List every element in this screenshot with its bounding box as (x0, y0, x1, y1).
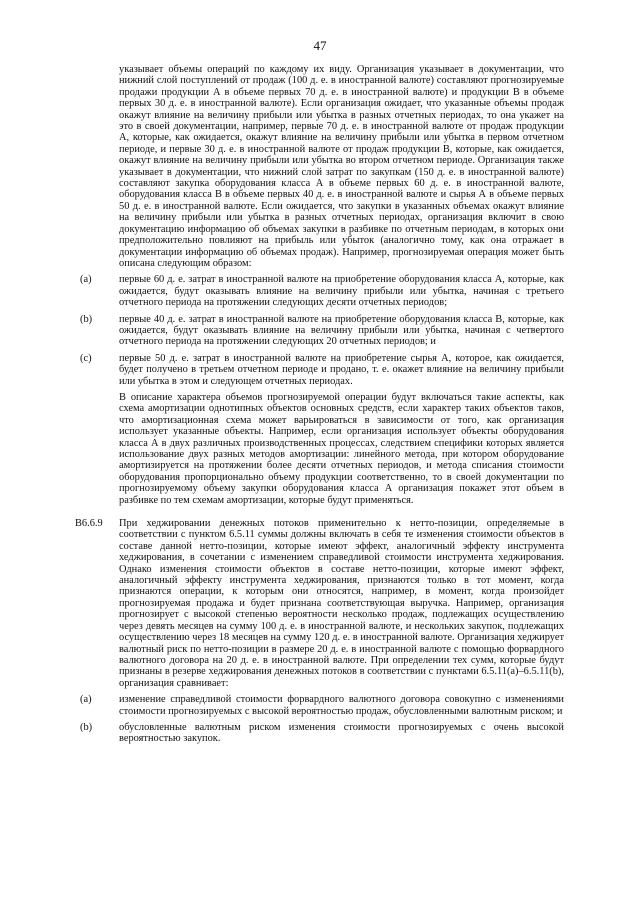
list-item-label: (b) (80, 721, 93, 733)
intro-paragraph: указывает объемы операций по каждому их виду. Организация указывает в документации, что нижний слой поступлений от продаж (100 д. е. в иностранной валюте) составляют прогнозируемые продажи продукции А в объеме первых 70 д. е. в иностранной валюте) и продукции В в объеме первых 30 д. е. в иностранной валюте). Если организация ожидает, что указанные объемы продаж окажут влияние на величину прибыли или убытка в разных отчетных периодах, то она укажет на это в своей документации, например, первые 70 д. е. в иностранной валюте от продаж продукции А, которые, как ожидается, окажут влияние на величину прибыли или убытка в первом отчетном периоде, и первые 30 д. е. в иностранной валюте от продаж продукции В, которые, как ожидается, окажут влияние на величину прибыли или убытка во втором отчетном периоде. Организация также указывает в документации, что нижний слой затрат по закупкам (150 д. е. в иностранной валюте) составляют закупка оборудования класса А в объеме первых 60 д. е. в иностранной валюте, оборудования класса В в объеме первых 40 д. е. в иностранной валюте и сырья А в объеме первых 50 д. е. в иностранной валюте. Если ожидается, что закупки в указанных объемах окажут влияние на величину прибыли или убытка в разных отчетных периодах, организация включит в свою документацию информацию об объемах закупки в разбивке по отчетным периодам, в которых они предположительно повлияют на прибыль или убыток (аналогично тому, как она отражает в документации информацию об объемах продаж). Например, прогнозируемая операция может быть описана следующим образом: (119, 64, 564, 269)
list-item (80, 694, 564, 717)
document-body (75, 64, 564, 750)
list-item-label: (a) (80, 694, 92, 706)
list-item-text: первые 50 д. е. затрат в иностранной валюте на приобретение сырья А, которое, как ожидается, будет получено в третьем отчетном периоде и продано, т. е. окажет влияние на величину прибыли или убытка в этом и следующем отчетных периодах. (119, 352, 564, 387)
list-item (80, 352, 564, 387)
list-item-text: первые 40 д. е. затрат в иностранной валюте на приобретение оборудования класса В, которые, как ожидается, будут оказывать влияние на величину прибыли или убытка, начиная с четвертого отчетного периода на протяжении следующих 20 отчетных периодов; и (119, 313, 564, 348)
list-item-text: первые 60 д. е. затрат в иностранной валюте на приобретение оборудования класса А, которые, как ожидается, будут оказывать влияние на величину прибыли или убытка, начиная с третьего отчетного периода на протяжении следующих десяти отчетных периодов; (119, 274, 564, 309)
section-number: B6.6.9 (75, 518, 103, 530)
section-paragraph: При хеджировании денежных потоков применительно к нетто-позиции, определяемые в соответствии с пунктом 6.5.11 суммы должны включать в себя те изменения стоимости объектов в составе данной нетто-позиции, которые имеют эффект, аналогичный эффекту инструмента хеджирования, в сочетании с изменением справедливой стоимости инструмента хеджирования. Однако изменения стоимости объектов в составе нетто-позиции, которые имеют эффект, аналогичный эффекту инструмента хеджирования, признаются только в тот момент, когда признаются операции, к которым они относятся, например, в момент, когда произойдет прогнозируемая продажа и будет признана соответствующая выручка. Например, организация прогнозирует с высокой степенью вероятности несколько продаж, подлежащих осуществлению через девять месяцев на сумму 100 д. е. в иностранной валюте, и нескольких закупок, подлежащих осуществлению через 18 месяцев на сумму 120 д. е. в иностранной валюте. Организация хеджирует валютный риск по нетто-позиции в размере 20 д. е. в иностранной валюте с помощью форвардного валютного договора на 20 д. е. в иностранной валюте. При определении тех сумм, которые будут признаны в резерве хеджирования денежных потоков в соответствии с пунктами 6.5.11(a)–6.5.11(b), организация сравнивает: (119, 518, 564, 689)
list-item-text: изменение справедливой стоимости форвардного валютного договора совокупно с изменениями стоимости прогнозируемых с высокой вероятностью продаж, обусловленными валютным риском; и (119, 694, 564, 717)
list-item-label: (c) (80, 352, 92, 364)
list-item-label: (a) (80, 274, 92, 286)
page-number: 47 (313, 38, 327, 53)
list-item (80, 721, 564, 745)
description-paragraph: В описание характера объемов прогнозируемой операции будут включаться такие аспекты, как схема амортизации однотипных объектов основных средств, если характер таких объектов таков, что амортизационная схема может варьироваться в зависимости от того, как организация использует указанные объекты. Например, если организация использует объекты оборудования класса А в двух различных производственных процессах, следствием специфики которых является использование двух разных методов амортизации: линейного метода, при котором оборудование амортизируется на протяжении более десяти отчетных периодов, и метода списания стоимости оборудования пропорционально объему продукции соответственно, то в своей документации по прогнозируемому объему закупки оборудования класса А организация покажет этот объем в разбивке по тем схемам амортизации, которые будут применяться. (119, 391, 564, 506)
section-b669 (75, 518, 564, 689)
list-item (80, 274, 564, 309)
list-item-text: обусловленные валютным риском изменения стоимости прогнозируемых с очень высокой вероятностью закупок. (119, 721, 564, 745)
list-item-label: (b) (80, 313, 93, 325)
list-item (80, 313, 564, 348)
